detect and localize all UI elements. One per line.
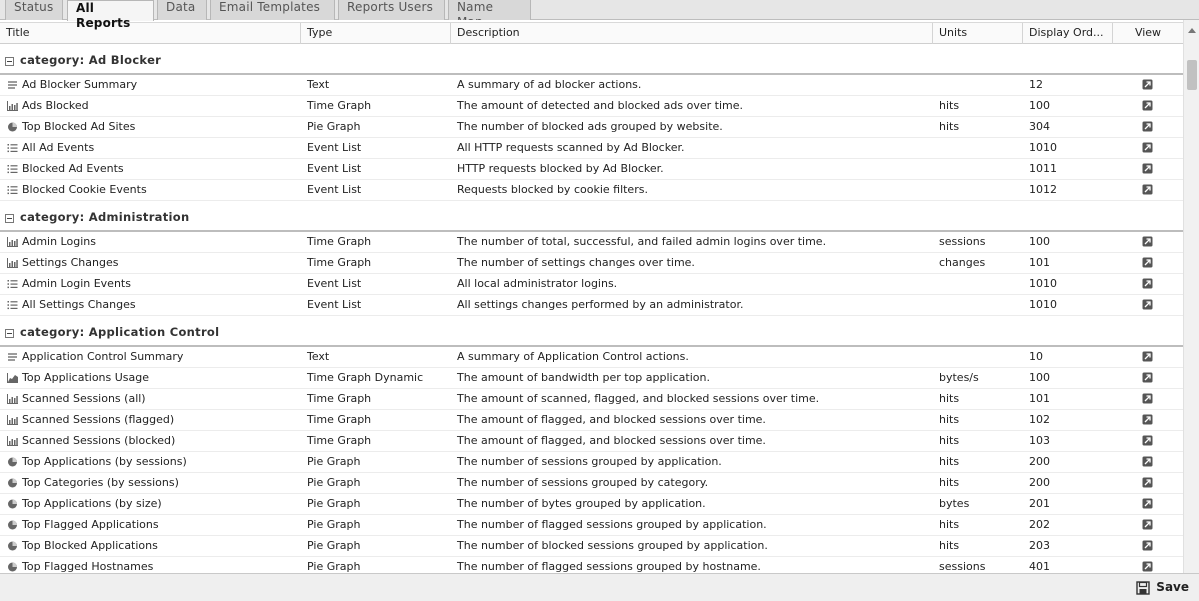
view-cell bbox=[1113, 389, 1183, 410]
report-description: The number of total, successful, and failed admin logins over time. bbox=[457, 235, 827, 248]
report-title-cell bbox=[0, 389, 300, 410]
report-units: sessions bbox=[939, 560, 986, 573]
table-row[interactable] bbox=[0, 557, 1183, 573]
area-graph-icon bbox=[7, 373, 18, 383]
report-title: Top Blocked Applications bbox=[22, 539, 158, 552]
pie-graph-icon bbox=[7, 562, 18, 572]
report-type: Time Graph bbox=[307, 235, 372, 248]
report-description: The amount of bandwidth per top application. bbox=[457, 371, 710, 384]
report-title: Top Blocked Ad Sites bbox=[22, 120, 136, 133]
tab-reports-users[interactable]: Reports Users bbox=[338, 0, 445, 20]
vertical-scrollbar[interactable] bbox=[1183, 20, 1199, 573]
report-type: Pie Graph bbox=[307, 120, 361, 133]
report-type: Pie Graph bbox=[307, 539, 361, 552]
report-title-cell bbox=[0, 557, 300, 573]
report-title: Admin Logins bbox=[22, 235, 96, 248]
open-report-icon[interactable] bbox=[1142, 100, 1153, 111]
report-description: A summary of Application Control actions. bbox=[457, 350, 689, 363]
view-cell bbox=[1113, 159, 1183, 180]
report-description: The number of sessions grouped by category. bbox=[457, 476, 709, 489]
view-cell bbox=[1113, 96, 1183, 117]
report-description: The number of sessions grouped by application. bbox=[457, 455, 722, 468]
view-cell bbox=[1113, 494, 1183, 515]
report-title-cell bbox=[0, 368, 300, 389]
open-report-icon[interactable] bbox=[1142, 236, 1153, 247]
report-display-order: 10 bbox=[1029, 350, 1043, 363]
table-row[interactable] bbox=[0, 96, 1183, 117]
report-title-cell bbox=[0, 138, 300, 159]
open-report-icon[interactable] bbox=[1142, 435, 1153, 446]
open-report-icon[interactable] bbox=[1142, 393, 1153, 404]
report-units bbox=[933, 295, 1022, 316]
table-row[interactable] bbox=[0, 452, 1183, 473]
report-display-order: 101 bbox=[1029, 256, 1050, 269]
open-report-icon[interactable] bbox=[1142, 142, 1153, 153]
table-row[interactable] bbox=[0, 295, 1183, 316]
report-display-order: 200 bbox=[1029, 476, 1050, 489]
open-report-icon[interactable] bbox=[1142, 121, 1153, 132]
report-units: bytes bbox=[939, 497, 970, 510]
floppy-disk-icon bbox=[1136, 581, 1150, 595]
grid-body bbox=[0, 45, 1183, 573]
category-label: category: Application Control bbox=[20, 325, 220, 339]
view-cell bbox=[1113, 473, 1183, 494]
report-type: Time Graph bbox=[307, 392, 372, 405]
tab-status[interactable]: Status bbox=[5, 0, 63, 20]
report-units: hits bbox=[939, 99, 960, 112]
report-description: A summary of ad blocker actions. bbox=[457, 78, 642, 91]
report-display-order: 12 bbox=[1029, 78, 1043, 91]
report-title-cell bbox=[0, 536, 300, 557]
report-title: Top Flagged Hostnames bbox=[22, 560, 154, 573]
report-title: Ad Blocker Summary bbox=[22, 78, 138, 91]
report-units: hits bbox=[939, 455, 960, 468]
table-row[interactable] bbox=[0, 159, 1183, 180]
report-display-order: 202 bbox=[1029, 518, 1050, 531]
report-description: All local administrator logins. bbox=[457, 277, 618, 290]
open-report-icon[interactable] bbox=[1142, 372, 1153, 383]
report-type: Text bbox=[307, 350, 330, 363]
report-units: hits bbox=[939, 518, 960, 531]
report-title: Admin Login Events bbox=[22, 277, 131, 290]
column-header-display-order[interactable]: Display Ord... bbox=[1023, 23, 1113, 44]
bar-graph-icon bbox=[7, 415, 18, 425]
open-report-icon[interactable] bbox=[1142, 414, 1153, 425]
collapse-toggle-icon[interactable] bbox=[5, 214, 14, 223]
table-row[interactable] bbox=[0, 180, 1183, 201]
table-row[interactable] bbox=[0, 389, 1183, 410]
open-report-icon[interactable] bbox=[1142, 519, 1153, 530]
report-description: The amount of flagged, and blocked sessions over time. bbox=[457, 434, 766, 447]
open-report-icon[interactable] bbox=[1142, 184, 1153, 195]
pie-graph-icon bbox=[7, 520, 18, 530]
save-button[interactable] bbox=[1136, 579, 1189, 597]
report-title: Top Applications (by sessions) bbox=[22, 455, 187, 468]
open-report-icon[interactable] bbox=[1142, 456, 1153, 467]
open-report-icon[interactable] bbox=[1142, 299, 1153, 310]
open-report-icon[interactable] bbox=[1142, 79, 1153, 90]
table-row[interactable] bbox=[0, 368, 1183, 389]
open-report-icon[interactable] bbox=[1142, 351, 1153, 362]
table-row[interactable] bbox=[0, 347, 1183, 368]
report-display-order: 1010 bbox=[1029, 298, 1057, 311]
pie-graph-icon bbox=[7, 499, 18, 509]
report-title-cell bbox=[0, 473, 300, 494]
report-title: Top Categories (by sessions) bbox=[22, 476, 179, 489]
view-cell bbox=[1113, 557, 1183, 573]
report-title-cell bbox=[0, 159, 300, 180]
table-row[interactable] bbox=[0, 253, 1183, 274]
table-row[interactable] bbox=[0, 138, 1183, 159]
event-list-icon bbox=[7, 164, 18, 174]
report-title: Scanned Sessions (all) bbox=[22, 392, 146, 405]
table-row[interactable] bbox=[0, 431, 1183, 452]
column-header-title[interactable]: Title bbox=[0, 23, 301, 44]
report-type: Event List bbox=[307, 298, 362, 311]
view-cell bbox=[1113, 232, 1183, 253]
report-description: The number of blocked sessions grouped by application. bbox=[457, 539, 768, 552]
event-list-icon bbox=[7, 279, 18, 289]
grid-header bbox=[0, 22, 1183, 44]
text-icon bbox=[7, 80, 18, 90]
report-units bbox=[933, 75, 1022, 96]
report-display-order: 100 bbox=[1029, 235, 1050, 248]
open-report-icon[interactable] bbox=[1142, 163, 1153, 174]
report-description: All HTTP requests scanned by Ad Blocker. bbox=[457, 141, 685, 154]
report-display-order: 201 bbox=[1029, 497, 1050, 510]
text-icon bbox=[7, 352, 18, 362]
report-description: The amount of scanned, flagged, and blocked sessions over time. bbox=[457, 392, 820, 405]
report-title-cell bbox=[0, 452, 300, 473]
collapse-toggle-icon[interactable] bbox=[5, 57, 14, 66]
table-row[interactable] bbox=[0, 494, 1183, 515]
report-type: Event List bbox=[307, 277, 362, 290]
column-header-description[interactable]: Description bbox=[451, 23, 933, 44]
view-cell bbox=[1113, 410, 1183, 431]
collapse-toggle-icon[interactable] bbox=[5, 329, 14, 338]
report-type: Pie Graph bbox=[307, 455, 361, 468]
view-cell bbox=[1113, 452, 1183, 473]
view-cell bbox=[1113, 138, 1183, 159]
report-display-order: 1011 bbox=[1029, 162, 1057, 175]
report-display-order: 1010 bbox=[1029, 141, 1057, 154]
report-units: hits bbox=[939, 476, 960, 489]
report-title-cell bbox=[0, 494, 300, 515]
column-header-type[interactable]: Type bbox=[301, 23, 451, 44]
report-display-order: 102 bbox=[1029, 413, 1050, 426]
scroll-up-arrow-icon[interactable] bbox=[1188, 28, 1196, 33]
report-units: bytes/s bbox=[939, 371, 979, 384]
report-description: The amount of detected and blocked ads over time. bbox=[457, 99, 743, 112]
open-report-icon[interactable] bbox=[1142, 498, 1153, 509]
report-title-cell bbox=[0, 232, 300, 253]
open-report-icon[interactable] bbox=[1142, 561, 1153, 572]
report-units: hits bbox=[939, 434, 960, 447]
report-type: Text bbox=[307, 78, 330, 91]
report-display-order: 1012 bbox=[1029, 183, 1057, 196]
report-display-order: 401 bbox=[1029, 560, 1050, 573]
report-title-cell bbox=[0, 117, 300, 138]
pie-graph-icon bbox=[7, 478, 18, 488]
bar-graph-icon bbox=[7, 258, 18, 268]
report-title: Top Applications Usage bbox=[22, 371, 150, 384]
category-label: category: Administration bbox=[20, 210, 190, 224]
event-list-icon bbox=[7, 143, 18, 153]
view-cell bbox=[1113, 117, 1183, 138]
report-title: Settings Changes bbox=[22, 256, 119, 269]
report-units: sessions bbox=[939, 235, 986, 248]
open-report-icon[interactable] bbox=[1142, 278, 1153, 289]
report-display-order: 103 bbox=[1029, 434, 1050, 447]
report-title-cell bbox=[0, 253, 300, 274]
pie-graph-icon bbox=[7, 457, 18, 467]
category-group-header[interactable] bbox=[0, 45, 1183, 75]
open-report-icon[interactable] bbox=[1142, 540, 1153, 551]
report-display-order: 200 bbox=[1029, 455, 1050, 468]
report-type: Time Graph Dynamic bbox=[307, 371, 424, 384]
report-type: Time Graph bbox=[307, 413, 372, 426]
view-cell bbox=[1113, 295, 1183, 316]
table-row[interactable] bbox=[0, 536, 1183, 557]
report-title: Blocked Cookie Events bbox=[22, 183, 147, 196]
report-title: Application Control Summary bbox=[22, 350, 184, 363]
view-cell bbox=[1113, 180, 1183, 201]
report-units: changes bbox=[939, 256, 986, 269]
report-title: Top Flagged Applications bbox=[22, 518, 159, 531]
report-title-cell bbox=[0, 410, 300, 431]
report-units bbox=[933, 274, 1022, 295]
table-row[interactable] bbox=[0, 473, 1183, 494]
report-title: All Settings Changes bbox=[22, 298, 136, 311]
report-title-cell bbox=[0, 274, 300, 295]
report-units bbox=[933, 347, 1022, 368]
report-type: Pie Graph bbox=[307, 560, 361, 573]
report-title: Blocked Ad Events bbox=[22, 162, 124, 175]
report-title: Top Applications (by size) bbox=[22, 497, 162, 510]
report-title: Scanned Sessions (flagged) bbox=[22, 413, 175, 426]
report-title-cell bbox=[0, 431, 300, 452]
table-row[interactable] bbox=[0, 515, 1183, 536]
scrollbar-thumb[interactable] bbox=[1187, 60, 1197, 90]
table-row[interactable] bbox=[0, 410, 1183, 431]
report-description: The amount of flagged, and blocked sessions over time. bbox=[457, 413, 766, 426]
report-display-order: 100 bbox=[1029, 371, 1050, 384]
report-description: The number of bytes grouped by application. bbox=[457, 497, 706, 510]
report-description: The number of settings changes over time. bbox=[457, 256, 695, 269]
category-group-header[interactable] bbox=[0, 202, 1183, 232]
view-cell bbox=[1113, 347, 1183, 368]
report-title-cell bbox=[0, 180, 300, 201]
report-display-order: 1010 bbox=[1029, 277, 1057, 290]
bar-graph-icon bbox=[7, 394, 18, 404]
report-units bbox=[933, 159, 1022, 180]
report-description: The number of flagged sessions grouped by hostname. bbox=[457, 560, 761, 573]
view-cell bbox=[1113, 431, 1183, 452]
table-row[interactable] bbox=[0, 274, 1183, 295]
report-type: Time Graph bbox=[307, 99, 372, 112]
report-type: Event List bbox=[307, 141, 362, 154]
view-cell bbox=[1113, 75, 1183, 96]
report-units: hits bbox=[939, 413, 960, 426]
tab-name-map[interactable]: Name bbox=[448, 0, 531, 20]
footer-toolbar bbox=[0, 573, 1199, 601]
report-type: Event List bbox=[307, 183, 362, 196]
report-type: Time Graph bbox=[307, 256, 372, 269]
column-header-units[interactable]: Units bbox=[933, 23, 1023, 44]
report-description: All settings changes performed by an administrator. bbox=[457, 298, 744, 311]
report-display-order: 100 bbox=[1029, 99, 1050, 112]
report-display-order: 304 bbox=[1029, 120, 1050, 133]
report-units: hits bbox=[939, 539, 960, 552]
view-cell bbox=[1113, 536, 1183, 557]
report-title-cell bbox=[0, 347, 300, 368]
open-report-icon[interactable] bbox=[1142, 477, 1153, 488]
report-display-order: 203 bbox=[1029, 539, 1050, 552]
report-description: The number of blocked ads grouped by website. bbox=[457, 120, 723, 133]
report-type: Pie Graph bbox=[307, 476, 361, 489]
report-type: Pie Graph bbox=[307, 497, 361, 510]
view-cell bbox=[1113, 274, 1183, 295]
report-description: The number of flagged sessions grouped by application. bbox=[457, 518, 767, 531]
report-units: hits bbox=[939, 120, 960, 133]
report-title-cell bbox=[0, 295, 300, 316]
report-description: Requests blocked by cookie filters. bbox=[457, 183, 648, 196]
report-description: HTTP requests blocked by Ad Blocker. bbox=[457, 162, 664, 175]
pie-graph-icon bbox=[7, 122, 18, 132]
table-row[interactable] bbox=[0, 117, 1183, 138]
report-units: hits bbox=[939, 392, 960, 405]
pie-graph-icon bbox=[7, 541, 18, 551]
bar-graph-icon bbox=[7, 237, 18, 247]
report-title-cell bbox=[0, 515, 300, 536]
report-units bbox=[933, 138, 1022, 159]
report-units bbox=[933, 180, 1022, 201]
bar-graph-icon bbox=[7, 101, 18, 111]
report-title: Ads Blocked bbox=[22, 99, 89, 112]
report-title-cell bbox=[0, 96, 300, 117]
table-row[interactable] bbox=[0, 232, 1183, 253]
reports-grid bbox=[0, 20, 1199, 573]
view-cell bbox=[1113, 368, 1183, 389]
report-type: Time Graph bbox=[307, 434, 372, 447]
report-title: Scanned Sessions (blocked) bbox=[22, 434, 176, 447]
view-cell bbox=[1113, 515, 1183, 536]
view-cell bbox=[1113, 253, 1183, 274]
save-button-label: Save bbox=[1156, 580, 1189, 594]
bar-graph-icon bbox=[7, 436, 18, 446]
event-list-icon bbox=[7, 300, 18, 310]
report-display-order: 101 bbox=[1029, 392, 1050, 405]
report-title: All Ad Events bbox=[22, 141, 95, 154]
category-label: category: Ad Blocker bbox=[20, 53, 162, 67]
report-type: Pie Graph bbox=[307, 518, 361, 531]
report-type: Event List bbox=[307, 162, 362, 175]
category-group-header[interactable] bbox=[0, 317, 1183, 347]
tab-bar bbox=[0, 0, 1199, 30]
tab-data[interactable]: Data bbox=[157, 0, 207, 20]
report-title-cell bbox=[0, 75, 300, 96]
open-report-icon[interactable] bbox=[1142, 257, 1153, 268]
tab-email-templates[interactable]: Email Templates bbox=[210, 0, 335, 20]
table-row[interactable] bbox=[0, 75, 1183, 96]
event-list-icon bbox=[7, 185, 18, 195]
column-header-view[interactable]: View bbox=[1134, 26, 1162, 39]
tab-all-reports[interactable]: All Reports bbox=[67, 0, 154, 21]
